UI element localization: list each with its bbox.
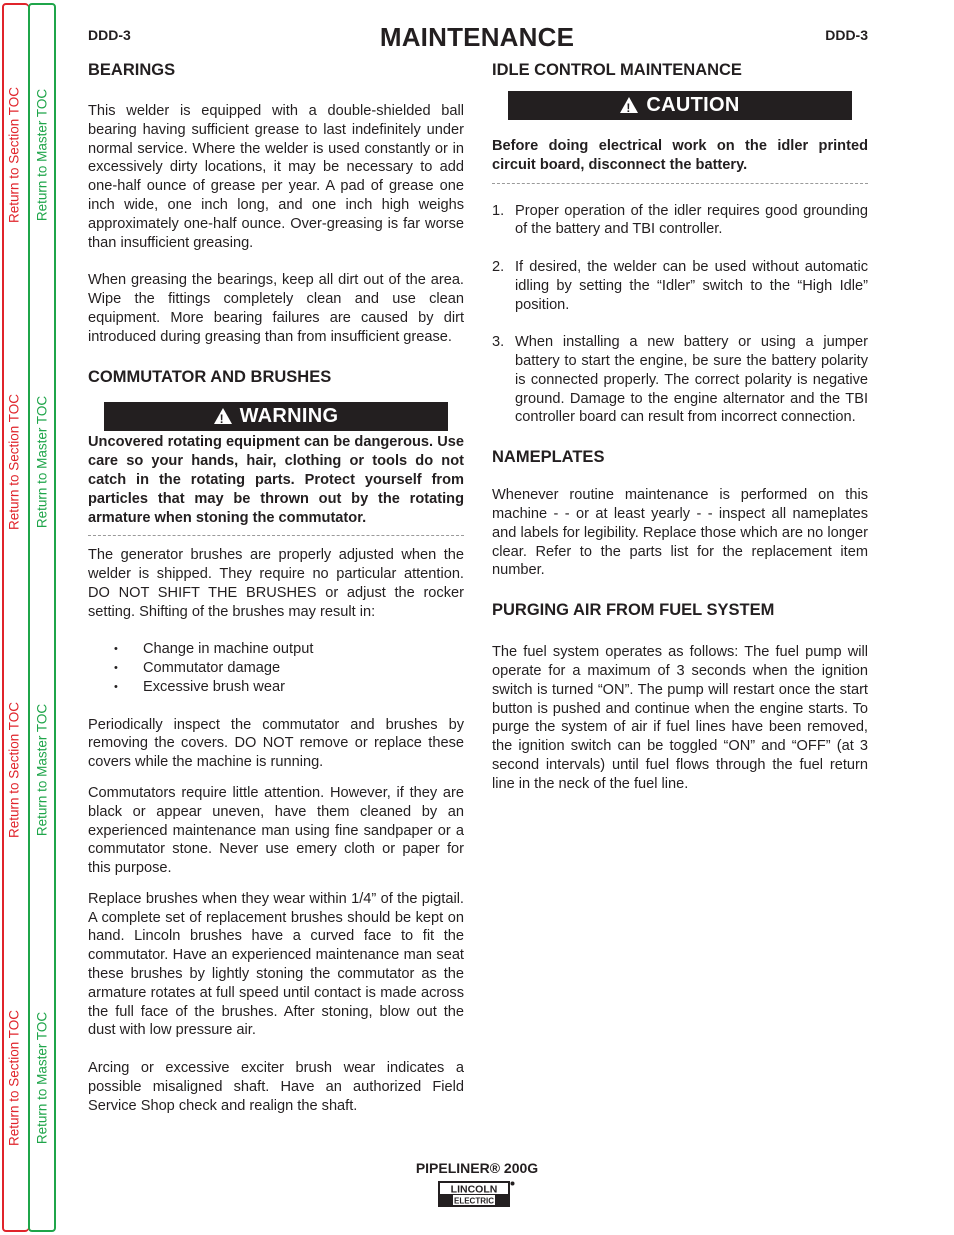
right-column xyxy=(492,60,868,794)
return-section-toc-link[interactable]: Return to Section TOC xyxy=(6,393,22,531)
left-column xyxy=(88,60,464,1115)
commutator-paragraph: Arcing or excessive exciter brush wear indicates a possible misaligned shaft. Have an authorized Field Service Shop check and realign the shaft. xyxy=(88,1060,464,1114)
warning-label: WARNING xyxy=(239,405,339,428)
return-master-toc-link[interactable]: Return to Master TOC xyxy=(34,88,50,222)
page-code-right: DDD-3 xyxy=(825,27,868,43)
list-item: • Excessive brush wear xyxy=(114,678,464,697)
list-item: • Change in machine output xyxy=(114,640,464,659)
commutator-paragraph: Commutators require little attention. However, if they are black or appear uneven, have them cleaned by an experienced maintenance man using fine sandpaper or a commutator stone. Never use emery cloth or paper for this purpose. xyxy=(88,784,464,877)
item-number: 1. xyxy=(492,202,505,219)
purging-paragraph: The fuel system operates as follows: The fuel pump will operate for a maximum of 3 seconds when the ignition switch is turned “ON”. The pump will restart once the start button is pushed and continue when the engine starts. To purge the system of air if fuel lines have been removed, the ignition switch can be toggled “ON” and “OFF” (at 3 second intervals) until fuel flows through the fuel return line in the neck of the fuel line. xyxy=(492,644,868,792)
divider xyxy=(88,535,464,536)
list-item xyxy=(492,333,868,427)
idle-heading: IDLE CONTROL MAINTENANCE xyxy=(492,61,742,79)
warning-banner xyxy=(104,402,448,431)
return-master-toc-link[interactable]: Return to Master TOC xyxy=(34,703,50,837)
purging-heading: PURGING AIR FROM FUEL SYSTEM xyxy=(492,601,775,620)
nameplates-paragraph: Whenever routine maintenance is performed on this machine - - or at least yearly - - inspect all nameplates and labels for legibility. Replace those which are no longer clear. Refer to the parts list for the replacement item number. xyxy=(492,487,868,579)
warning-triangle-icon xyxy=(214,408,232,424)
caution-banner xyxy=(508,91,852,120)
commutator-paragraph: Replace brushes when they wear within 1/4” of the pigtail. A complete set of replacement brushes should be kept on hand. Lincoln brushes have a curved face to fit the commutator. Have an experienced maintenance man seat these brushes by lightly stoning the commutator as the armature rotates at full speed until contact is made across the full face of the brushes. After stoning, blow out the dust with low pressure air. xyxy=(88,890,464,1039)
commutator-paragraph: The generator brushes are properly adjusted when the welder is shipped. They require no particular attention. DO NOT SHIFT THE BRUSHES or adjust the rocker setting. Shifting of the brushes may result in: xyxy=(88,547,464,620)
return-master-toc-link[interactable]: Return to Master TOC xyxy=(34,1011,50,1145)
page-title: MAINTENANCE xyxy=(379,22,575,52)
logo-bottom-text: ELECTRIC xyxy=(454,1196,494,1206)
return-section-toc-link[interactable]: Return to Section TOC xyxy=(6,701,22,839)
item-text: If desired, the welder can be used without automatic idling by setting the “Idler” switch to the “High Idle” position. xyxy=(515,258,868,313)
list-item xyxy=(492,202,868,240)
caution-text: Before doing electrical work on the idler printed circuit board, disconnect the battery. xyxy=(492,138,868,173)
item-number: 3. xyxy=(492,334,505,351)
caution-triangle-icon xyxy=(620,97,638,113)
return-section-toc-link[interactable]: Return to Section TOC xyxy=(6,1009,22,1147)
divider xyxy=(492,183,868,184)
commutator-paragraph: Periodically inspect the commutator and brushes by removing the covers. DO NOT remove or replace these covers while the machine is running. xyxy=(88,716,464,771)
logo-top-text: LINCOLN xyxy=(450,1183,498,1196)
nameplates-heading: NAMEPLATES xyxy=(492,448,605,467)
warning-text: Uncovered rotating equipment can be dangerous. Use care so your hands, hair, clothing or tools do not catch in the rotating parts. Protect yourself from particles that may be thrown out by the rotating armature when stoning the commutator. xyxy=(88,434,464,526)
return-master-toc-link[interactable]: Return to Master TOC xyxy=(34,395,50,529)
bearings-paragraph: This welder is equipped with a double-shielded ball bearing having sufficient grease to last indefinitely under normal service. Where the welder is used constantly or in excessively dirty locations, it may be necessary to add one-half ounce of grease per year. A pad of grease one inch wide, one inch long, and one inch high weighs approximately one-half ounce. Over-greasing is far worse than insufficient greasing. xyxy=(88,103,464,251)
page-code-left: DDD-3 xyxy=(88,27,131,43)
item-text: Proper operation of the idler requires good grounding of the battery and TBI controller. xyxy=(515,202,868,238)
idle-steps-list xyxy=(492,202,868,428)
lincoln-electric-logo xyxy=(437,1180,515,1208)
caution-label: CAUTION xyxy=(646,94,740,117)
model-name: PIPELINER® 200G xyxy=(415,1160,539,1176)
item-number: 2. xyxy=(492,258,505,275)
bearings-heading: BEARINGS xyxy=(88,61,176,79)
commutator-heading: COMMUTATOR AND BRUSHES xyxy=(88,368,332,387)
list-item: • Commutator damage xyxy=(114,659,464,678)
return-section-toc-link[interactable]: Return to Section TOC xyxy=(6,86,22,224)
item-text: When installing a new battery or using a jumper battery to start the engine, be sure the battery polarity is connected properly. The correct polarity is negative ground. Damage to the engine alternator and the TBI controller board can result from incorrect connection. xyxy=(515,334,868,426)
list-item xyxy=(492,258,868,314)
bearings-paragraph: When greasing the bearings, keep all dirt out of the area. Wipe the fittings completely clean and use clean equipment. More bearing failures are caused by dirt introduced during greasing than from insufficient grease. xyxy=(88,272,464,345)
brush-shift-effects-list xyxy=(114,640,464,696)
